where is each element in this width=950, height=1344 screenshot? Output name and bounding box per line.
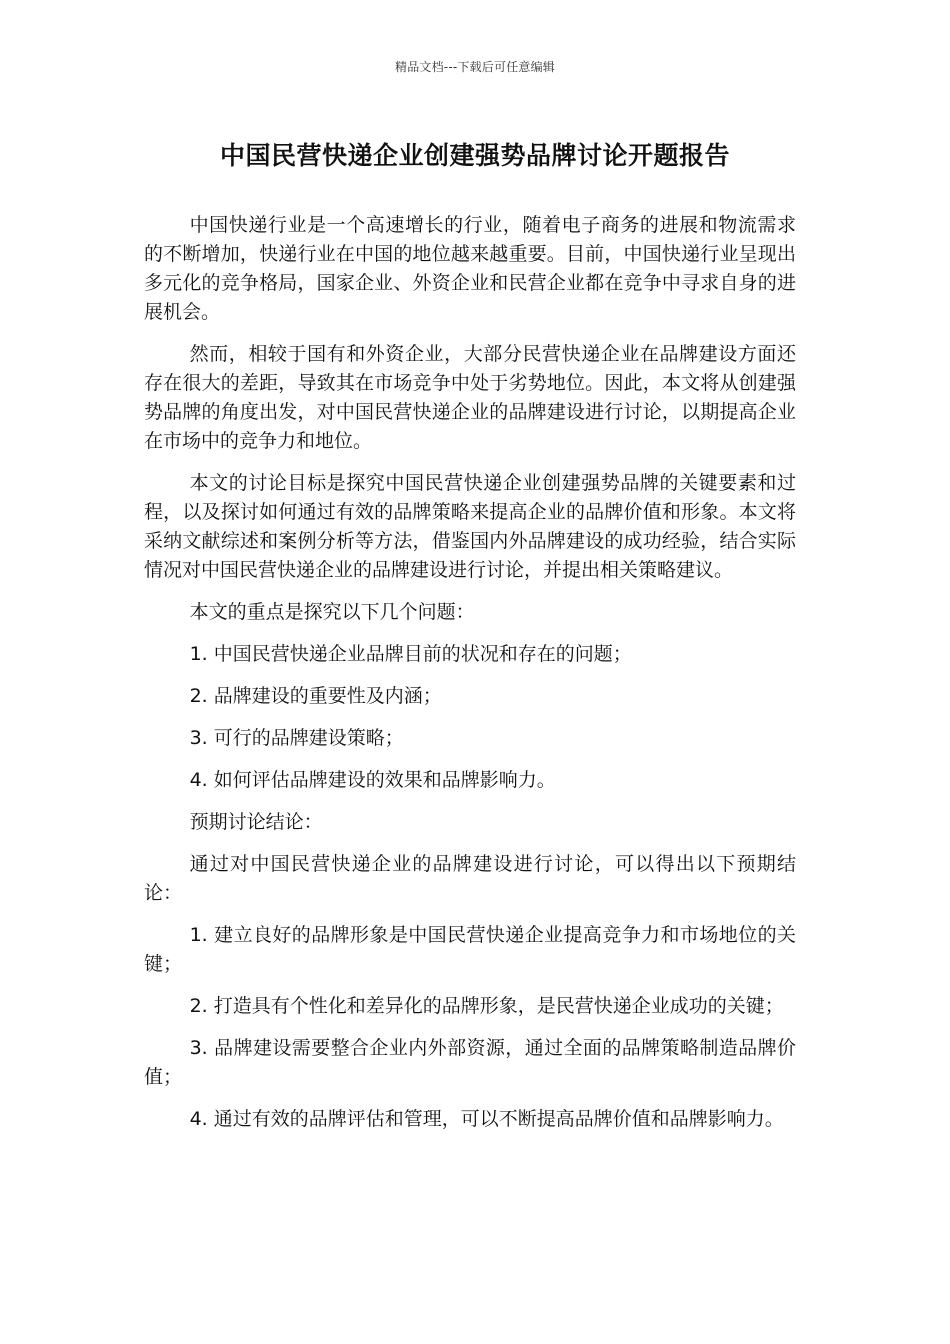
list-item-conclusion-1: 1. 建立良好的品牌形象是中国民营快递企业提高竞争力和市场地位的关键； [144,924,796,975]
list-item-focus-3: 3. 可行的品牌建设策略； [189,727,404,749]
paragraph-intro: 中国快递行业是一个高速增长的行业，随着电子商务的进展和物流需求的不断增加，快递行业在中国的地位越来越重要。目前，中国快递行业呈现出多元化的竞争格局，国家企业、外资企业和民营企业都在竞争中寻求自身的进展机会。 [144,214,796,323]
list-item-focus-4: 4. 如何评估品牌建设的效果和品牌影响力。 [189,769,556,791]
paragraph-focus-heading: 本文的重点是探究以下几个问题： [189,601,475,623]
list-item-conclusion-4: 4. 通过有效的品牌评估和管理，可以不断提高品牌价值和品牌影响力。 [189,1108,784,1130]
document-body [144,211,796,1147]
list-item-conclusion-2: 2. 打造具有个性化和差异化的品牌形象，是民营快递企业成功的关键； [189,995,784,1017]
paragraph-conclusion-heading: 预期讨论结论： [189,811,323,833]
document-title: 中国民营快递企业创建强势品牌讨论开题报告 [219,141,730,170]
list-item-focus-2: 2. 品牌建设的重要性及内涵； [189,685,442,707]
header-note: 精品文档---下载后可任意编辑 [395,60,555,74]
list-item-focus-1: 1. 中国民营快递企业品牌目前的状况和存在的问题； [189,643,632,665]
paragraph-conclusion-intro: 通过对中国民营快递企业的品牌建设进行讨论，可以得出以下预期结论： [144,853,796,904]
paragraph-objective: 本文的讨论目标是探究中国民营快递企业创建强势品牌的关键要素和过程，以及探讨如何通过有效的品牌策略来提高企业的品牌价值和形象。本文将采纳文献综述和案例分析等方法，借鉴国内外品牌建设的成功经验，结合实际情况对中国民营快递企业的品牌建设进行讨论，并提出相关策略建议。 [144,472,796,581]
paragraph-problem: 然而，相较于国有和外资企业，大部分民营快递企业在品牌建设方面还存在很大的差距，导致其在市场竞争中处于劣势地位。因此，本文将从创建强势品牌的角度出发，对中国民营快递企业的品牌建设进行讨论，以期提高企业在市场中的竞争力和地位。 [144,343,796,452]
list-item-conclusion-3: 3. 品牌建设需要整合企业内外部资源，通过全面的品牌策略制造品牌价值； [144,1037,796,1088]
